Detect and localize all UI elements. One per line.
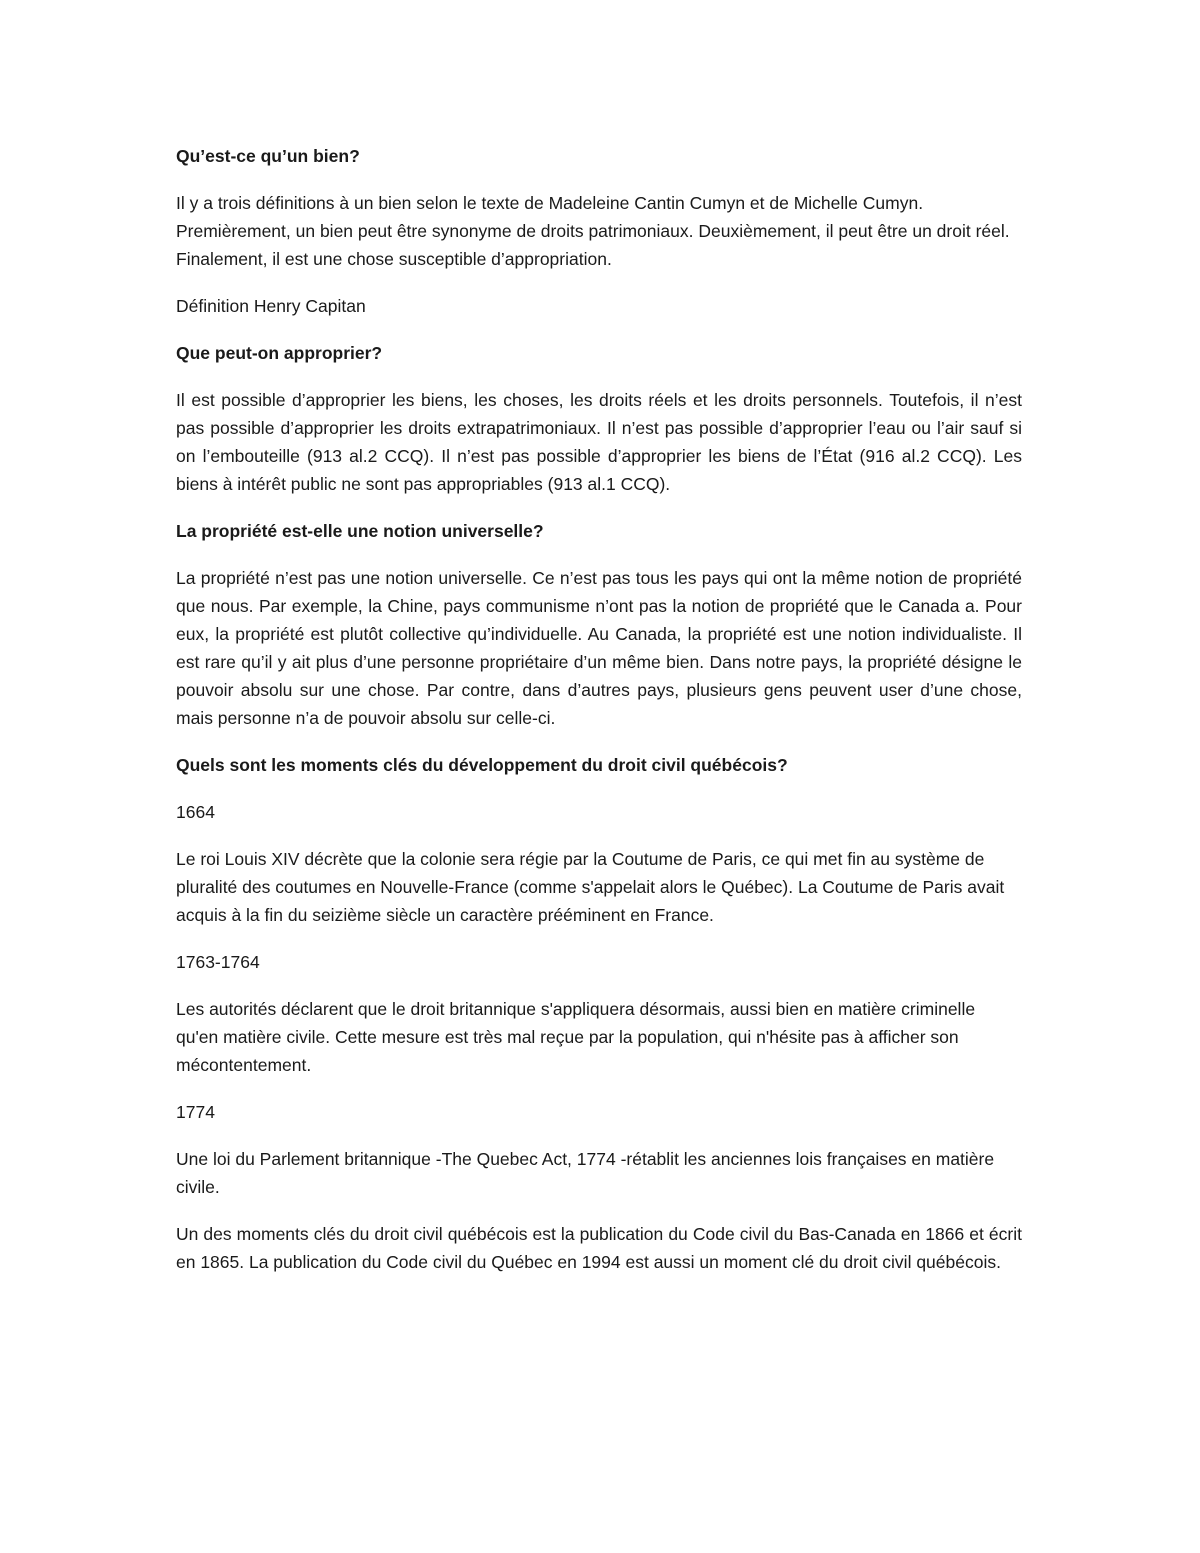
paragraph-1664: Le roi Louis XIV décrète que la colonie sera régie par la Coutume de Paris, ce qui met fin au système de pluralité des coutumes en Nouvelle-France (comme s'appelait alors le Québec). La Coutume de Paris avait acquis à la fin du seizième siècle un caractère prééminent en France. [176, 849, 1005, 925]
paragraph-definitions: Il y a trois définitions à un bien selon le texte de Madeleine Cantin Cumyn et de Michelle Cumyn. Premièrement, un bien peut être synonyme de droits patrimoniaux. Deuxièmement, il peut être un droit réel. Finalement, il est une chose susceptible d’appropriation. [176, 193, 1010, 269]
paragraph-civil-code: Un des moments clés du droit civil québécois est la publication du Code civil du Bas-Canada en 1866 et écrit en 1865. La publication du Code civil du Québec en 1994 est aussi un moment clé du droit civil québécois. [176, 1224, 1022, 1272]
year-1774: 1774 [176, 1102, 215, 1122]
paragraph-universal-notion: La propriété n’est pas une notion universelle. Ce n’est pas tous les pays qui ont la même notion de propriété que nous. Par exemple, la Chine, pays communisme n’ont pas la notion de propriété que le Canada a. Pour eux, la propriété est plutôt collective qu’individuelle. Au Canada, la propriété est une notion individualiste. Il est rare qu’il y ait plus d’une personne propriétaire d’un même bien. Dans notre pays, la propriété désigne le pouvoir absolu sur une chose. Par contre, dans d’autres pays, plusieurs gens peuvent user d’une chose, mais personne n’a de pouvoir absolu sur celle-ci. [176, 568, 1022, 728]
paragraph-appropriation: Il est possible d’approprier les biens, les choses, les droits réels et les droits personnels. Toutefois, il n’est pas possible d’approprier les droits extrapatrimoniaux. Il n’est pas possible d’approprier l’eau ou l’air sauf si on l’embouteille (913 al.2 CCQ). Il n’est pas possible d’approprier les biens de l’État (916 al.2 CCQ). Les biens à intérêt public ne sont pas appropriables (913 al.1 CCQ). [176, 390, 1022, 494]
document-page [176, 142, 1022, 1295]
year-1664: 1664 [176, 802, 215, 822]
paragraph-1763-1764: Les autorités déclarent que le droit britannique s'appliquera désormais, aussi bien en matière criminelle qu'en matière civile. Cette mesure est très mal reçue par la population, qui n'hésite pas à afficher son mécontentement. [176, 999, 976, 1075]
heading-what-is-property: Qu’est-ce qu’un bien? [176, 146, 360, 166]
heading-appropriation: Que peut-on approprier? [176, 343, 383, 363]
year-1763-1764: 1763-1764 [176, 952, 260, 972]
heading-key-moments: Quels sont les moments clés du développement du droit civil québécois? [176, 755, 788, 775]
paragraph-1774: Une loi du Parlement britannique -The Quebec Act, 1774 -rétablit les anciennes lois françaises en matière civile. [176, 1149, 995, 1197]
heading-universal-notion: La propriété est-elle une notion universelle? [176, 521, 544, 541]
paragraph-capitan-definition: Définition Henry Capitan [176, 296, 366, 316]
